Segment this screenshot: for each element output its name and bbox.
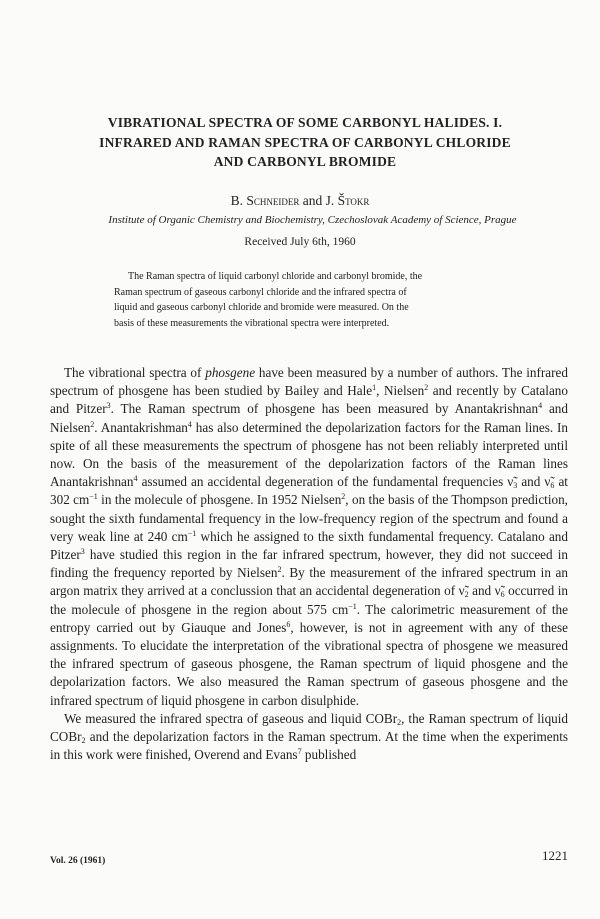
text-span: occurred in the molecule of phosgene in the region about 575 cm: [50, 583, 568, 617]
abstract-line-2: Raman spectrum of gaseous carbonyl chloride and the infrared spectra of: [114, 286, 407, 298]
reference-marker: 4: [187, 419, 192, 429]
subscript: 6: [550, 481, 555, 491]
volume-footer: Vol. 26 (1961): [50, 856, 106, 866]
article-title: [70, 113, 540, 172]
text-span: and: [517, 474, 545, 490]
text-span: , however, is not in agreement with any of these assignments. To elucidate the interpretation of the vibrational spectra of phosgene we measured the infrared spectrum of gaseous phosgene, the Raman spectrum of liquid phosgene and the depolarization factors. We also measured the Raman spectrum of gaseous phosgene and the infrared spectrum of liquid phosgene in carbon disulphide.: [50, 619, 568, 708]
text-span: , Nielsen: [376, 383, 425, 399]
author-conjunction: and: [299, 193, 326, 208]
italic-phosgene: phosgene: [205, 365, 256, 380]
nu-symbol: ν̃: [507, 474, 514, 490]
reference-marker: 6: [286, 619, 291, 629]
text-span: The vibrational spectra of: [64, 365, 206, 380]
text-span: and: [468, 583, 495, 599]
author-2: J. Štokr: [325, 193, 370, 208]
abstract-line-1: The Raman spectra of liquid carbonyl chloride and carbonyl bromide, the: [128, 271, 423, 282]
reference-marker: 4: [133, 474, 138, 484]
reference-marker: 1: [372, 383, 377, 393]
subscript: 3: [513, 481, 518, 491]
exponent: −1: [187, 528, 197, 538]
text-span: . By the measurement of the infrared spectrum in an argon matrix they arrived at a conclussion that an accidental degeneration of: [50, 565, 568, 599]
text-span: and the depolarization factors in the Raman spectrum. At the time when the experiments in this work were finished, Overend and Evans: [50, 729, 568, 763]
text-span: assumed an accidental degeneration of the fundamental frequencies: [137, 474, 508, 490]
text-span: has also determined the depolarization factors for the Raman lines. In spite of all these measurements the spectrum of phosgene has not been reliably interpreted until now. On the basis of the measurement of the depolarization factors of the Raman lines Anantakrishnan: [50, 419, 569, 490]
subscript: 2: [464, 590, 469, 600]
text-span: and recently by Catalano and Pitzer: [50, 383, 568, 417]
nu-symbol: ν̃: [458, 583, 465, 599]
text-span: and Nielsen: [50, 401, 568, 435]
subscript: 2: [397, 717, 402, 727]
body-text: [50, 364, 568, 764]
reference-marker: 7: [297, 747, 302, 757]
abstract: [114, 269, 509, 332]
reference-marker: 2: [341, 492, 346, 502]
text-span: in the molecule of phosgene. In 1952 Nielsen: [97, 492, 342, 508]
text-span: at 302 cm: [50, 474, 568, 508]
paragraph-2: [50, 710, 568, 765]
title-line-3: AND CARBONYL BROMIDE: [213, 154, 397, 169]
text-span: . Anantakrishman: [94, 419, 188, 435]
exponent: −1: [348, 601, 357, 611]
nu-symbol: ν̃: [544, 474, 551, 490]
page-number: 1221: [542, 848, 568, 863]
abstract-line-3: liquid and gaseous carbonyl chloride and bromide were measured. On the: [114, 302, 409, 314]
title-line-2: INFRARED AND RAMAN SPECTRA OF CARBONYL CHLORIDE: [99, 134, 511, 150]
paragraph-1: [50, 364, 568, 710]
reference-marker: 2: [424, 383, 429, 393]
text-span: published: [301, 747, 357, 763]
reference-marker: 2: [90, 419, 95, 429]
affiliation: Institute of Organic Chemistry and Biochemistry, Czechoslovak Academy of Science, Prague: [108, 214, 517, 226]
author-1: B. Schneider: [230, 193, 300, 208]
reference-marker: 4: [538, 401, 543, 411]
reference-marker: 2: [277, 565, 282, 575]
exponent: −1: [89, 492, 98, 502]
text-span: which he assigned to the sixth fundamental frequency. Catalano and Pitzer: [50, 528, 568, 563]
author-line: [0, 193, 600, 209]
subscript: 2: [81, 736, 86, 746]
received-date: Received July 6th, 1960: [244, 236, 356, 248]
text-span: . The Raman spectrum of phosgene has been measured by Anantakrishnan: [110, 401, 539, 417]
abstract-line-4: basis of these measurements the vibrational spectra were interpreted.: [114, 318, 390, 330]
reference-marker: 3: [106, 401, 111, 411]
text-span: We measured the infrared spectra of gaseous and liquid COBr: [64, 710, 398, 726]
text-span: have studied this region in the far infrared spectrum, however, they did not succeed in finding the frequency reported by Nielsen: [50, 547, 568, 581]
text-span: have been measured by a number of authors. The infrared spectrum of phosgene has been studied by Bailey and Hale: [50, 365, 568, 399]
text-span: . The calorimetric measurement of the entropy carried out by Giauque and Jones: [50, 601, 568, 635]
nu-symbol: ν̃: [494, 583, 501, 599]
subscript: 6: [500, 590, 505, 600]
title-line-1: VIBRATIONAL SPECTRA OF SOME CARBONYL HALIDES. I.: [107, 115, 503, 130]
text-span: , on the basis of the Thompson prediction, sought the sixth fundamental frequency in the low-frequency region of the spectrum and found a very weak line at 240 cm: [50, 492, 568, 544]
reference-marker: 3: [80, 547, 85, 557]
text-span: , the Raman spectrum of liquid COBr: [50, 710, 569, 745]
